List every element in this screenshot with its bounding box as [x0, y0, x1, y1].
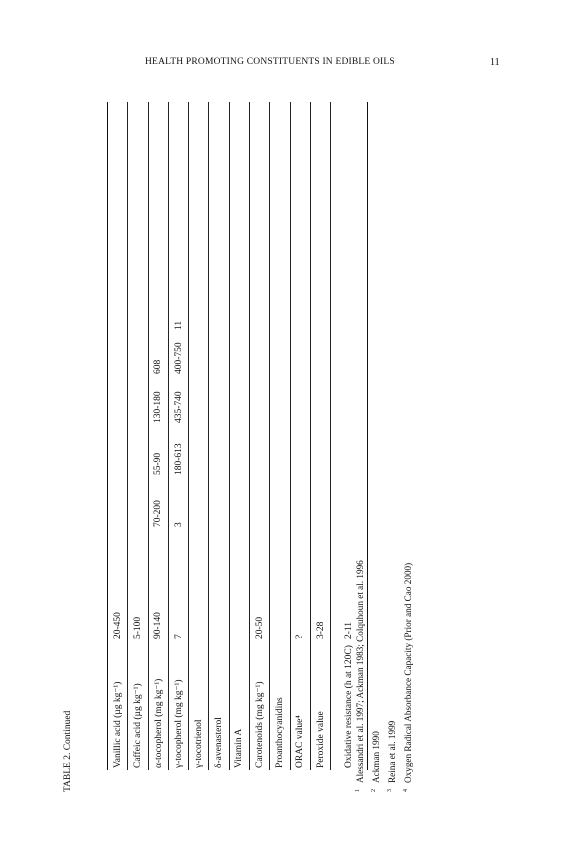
footnote-text: Ackman 1990: [371, 731, 381, 783]
footnote: [399, 560, 415, 792]
footnote-text: Reina et al. 1999: [387, 720, 397, 783]
table-cell: [189, 529, 209, 641]
footnote: [367, 560, 383, 792]
table-cell: 608: [153, 359, 164, 374]
table-cell: [290, 332, 310, 376]
table-cell: [128, 332, 148, 376]
table-cell: [310, 332, 330, 376]
table-cell: [189, 332, 209, 376]
table-cell: [128, 102, 148, 332]
table-cell: [331, 376, 368, 425]
table-cell: [189, 477, 209, 529]
table-cell: [331, 425, 368, 477]
footnote-mark: 3: [387, 789, 393, 792]
table-cell: 130-180: [153, 391, 164, 423]
running-head: HEALTH PROMOTING CONSTITUENTS IN EDIBLE OILS: [145, 57, 395, 67]
table-cell: [108, 332, 128, 376]
row-label: ORAC value⁴: [295, 715, 306, 768]
table-cell: 20-50: [254, 616, 265, 639]
table-cell: [270, 376, 290, 425]
table-cell: [189, 425, 209, 477]
table-cell: [108, 376, 128, 425]
page-number: 11: [490, 57, 500, 68]
table-cell: [229, 425, 249, 477]
table-cell: [270, 425, 290, 477]
table-cell: [209, 332, 229, 376]
footnote: [351, 560, 367, 792]
table-cell: [290, 102, 310, 332]
table-cell: [229, 529, 249, 641]
table-cell: 7: [173, 634, 184, 639]
table-row: [168, 102, 188, 770]
footnote-text: Alessandri et al. 1997; Ackman 1983; Colquhoun et al. 1996: [355, 560, 365, 783]
table-cell: [250, 477, 270, 529]
table-cell: [229, 102, 249, 332]
table-caption: TABLE 2. Continued: [63, 710, 73, 792]
table-row: [108, 102, 128, 770]
table-cell: 400-750: [173, 342, 184, 374]
table-cell: [189, 102, 209, 332]
table-cell: [290, 376, 310, 425]
table-row: [229, 102, 249, 770]
row-label: Caffeic acid (µg kg⁻¹): [133, 683, 144, 768]
row-label: Carotenoids (mg kg⁻¹): [255, 681, 266, 768]
footnote-mark: 2: [371, 789, 377, 792]
table-cell: 3-28: [315, 621, 326, 639]
table-cell: [310, 425, 330, 477]
table-row: [270, 102, 290, 770]
table-cell: [209, 102, 229, 332]
table-row: [209, 102, 229, 770]
table-cell: [331, 102, 368, 332]
table-cell: 20-450: [112, 612, 123, 639]
table-cell: 5-100: [132, 616, 143, 639]
table-cell: [209, 376, 229, 425]
footnote-mark: 4: [403, 789, 409, 792]
row-label: γ-tocotrienol: [193, 719, 204, 768]
table-cell: [310, 477, 330, 529]
data-table: [107, 102, 368, 770]
table-cell: [229, 477, 249, 529]
table-cell: [270, 477, 290, 529]
table-cell: [250, 376, 270, 425]
rotated-table-block: [63, 102, 413, 792]
table-row: [148, 102, 168, 770]
table-cell: [290, 425, 310, 477]
table-cell: [108, 425, 128, 477]
table-cell: [108, 102, 128, 332]
table-cell: [270, 102, 290, 332]
table-cell: [310, 376, 330, 425]
table-cell: 11: [173, 320, 184, 330]
footnotes: [351, 560, 415, 792]
table-cell: ?: [295, 634, 306, 639]
table-row: [128, 102, 148, 770]
table-cell: [189, 376, 209, 425]
table-cell: [209, 425, 229, 477]
table-row: [290, 102, 310, 770]
table-cell: [128, 425, 148, 477]
table-cell: [310, 102, 330, 332]
table-cell: [148, 102, 168, 332]
table-cell: [209, 477, 229, 529]
table-cell: 435-740: [173, 391, 184, 423]
table-cell: [128, 376, 148, 425]
table-cell: [250, 332, 270, 376]
table-cell: [270, 529, 290, 641]
row-label: Oxidative resistance (h at 120C): [343, 645, 354, 768]
footnote: [383, 560, 399, 792]
table-row: [310, 102, 330, 770]
table-row: [250, 102, 270, 770]
row-label: Vanillic acid (µg kg⁻¹): [113, 681, 124, 768]
table-cell: 70-200: [153, 500, 164, 527]
table-cell: [229, 332, 249, 376]
row-label: Peroxide value: [315, 711, 326, 768]
table-cell: [229, 376, 249, 425]
row-label: γ-tocopherol (mg kg⁻¹): [174, 679, 185, 768]
table-cell: [331, 332, 368, 376]
row-label: Vitamin A: [234, 728, 245, 768]
table-cell: 90-140: [153, 612, 164, 639]
row-label: δ-avenasterol: [214, 717, 225, 768]
table-cell: [108, 477, 128, 529]
table-cell: [128, 477, 148, 529]
footnote-text: Oxygen Radical Absorbance Capacity (Prior and Cao 2000): [403, 562, 413, 783]
table-cell: [250, 425, 270, 477]
table-cell: [250, 102, 270, 332]
table-cell: [290, 477, 310, 529]
table-cell: 55-90: [153, 452, 164, 475]
table-row: [189, 102, 209, 770]
table-cell: 2-11: [343, 621, 354, 639]
footnote-mark: 1: [355, 789, 361, 792]
table-cell: 3: [173, 522, 184, 527]
table-cell: 180-613: [173, 443, 184, 475]
row-label: Proanthocyanidins: [275, 697, 286, 768]
table-cell: [331, 477, 368, 529]
row-label: α-tocopherol (mg kg⁻¹): [153, 678, 164, 768]
table-cell: [209, 529, 229, 641]
table-cell: [270, 332, 290, 376]
